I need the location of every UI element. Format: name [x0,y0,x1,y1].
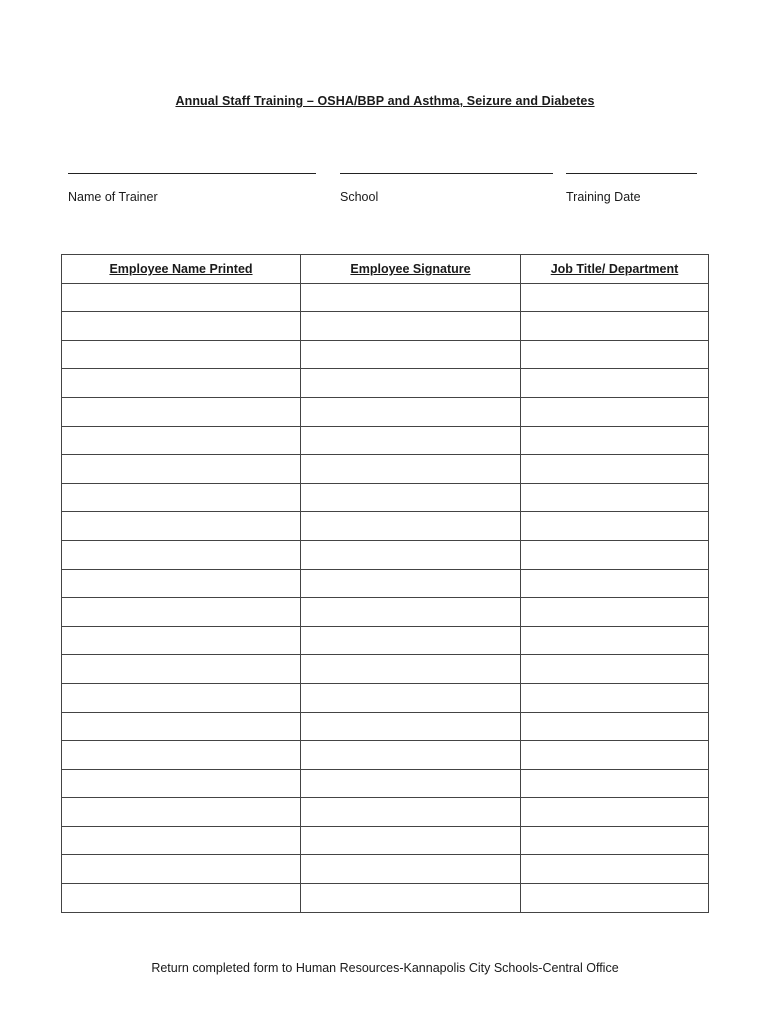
employee-signature-cell[interactable] [301,712,521,741]
employee-signature-cell[interactable] [301,769,521,798]
employee-signature-cell[interactable] [301,655,521,684]
job-title-cell[interactable] [521,626,709,655]
table-row [62,369,709,398]
employee-name-cell[interactable] [62,769,301,798]
table-row [62,655,709,684]
employee-name-cell[interactable] [62,512,301,541]
employee-name-cell[interactable] [62,426,301,455]
trainer-name-label: Name of Trainer [68,190,158,204]
school-label: School [340,190,379,204]
table-header-row [62,255,709,284]
employee-signature-cell[interactable] [301,540,521,569]
table-row [62,426,709,455]
table-row [62,512,709,541]
table-row [62,569,709,598]
table-row [62,397,709,426]
table-row [62,884,709,913]
table-body [62,283,709,912]
table-row [62,741,709,770]
employee-name-cell[interactable] [62,283,301,312]
column-header-employee-name: Employee Name Printed [62,255,301,284]
job-title-cell[interactable] [521,283,709,312]
job-title-cell[interactable] [521,512,709,541]
employee-signature-cell[interactable] [301,340,521,369]
employee-name-cell[interactable] [62,340,301,369]
employee-name-cell[interactable] [62,540,301,569]
employee-name-cell[interactable] [62,312,301,341]
job-title-cell[interactable] [521,683,709,712]
job-title-cell[interactable] [521,369,709,398]
employee-signature-cell[interactable] [301,397,521,426]
job-title-cell[interactable] [521,655,709,684]
sign-in-table [61,254,709,913]
job-title-cell[interactable] [521,769,709,798]
job-title-cell[interactable] [521,741,709,770]
column-header-employee-signature: Employee Signature [301,255,521,284]
job-title-cell[interactable] [521,426,709,455]
job-title-cell[interactable] [521,712,709,741]
column-header-job-title: Job Title/ Department [521,255,709,284]
employee-signature-cell[interactable] [301,455,521,484]
training-date-line[interactable] [566,173,697,174]
employee-name-cell[interactable] [62,569,301,598]
table-row [62,826,709,855]
table-row [62,598,709,627]
employee-name-cell[interactable] [62,683,301,712]
table-row [62,769,709,798]
employee-name-cell[interactable] [62,826,301,855]
table-row [62,626,709,655]
footer-instructions: Return completed form to Human Resources-Kannapolis City Schools-Central Office [151,961,619,975]
employee-name-cell[interactable] [62,369,301,398]
employee-signature-cell[interactable] [301,369,521,398]
employee-signature-cell[interactable] [301,884,521,913]
job-title-cell[interactable] [521,340,709,369]
employee-signature-cell[interactable] [301,283,521,312]
training-date-label: Training Date [566,190,641,204]
job-title-cell[interactable] [521,455,709,484]
employee-signature-cell[interactable] [301,683,521,712]
job-title-cell[interactable] [521,569,709,598]
job-title-cell[interactable] [521,598,709,627]
job-title-cell[interactable] [521,798,709,827]
employee-name-cell[interactable] [62,483,301,512]
table-row [62,483,709,512]
employee-signature-cell[interactable] [301,741,521,770]
table-row [62,712,709,741]
table-row [62,855,709,884]
employee-name-cell[interactable] [62,397,301,426]
employee-name-cell[interactable] [62,626,301,655]
table-row [62,683,709,712]
employee-name-cell[interactable] [62,855,301,884]
trainer-name-line[interactable] [68,173,316,174]
table-row [62,540,709,569]
employee-signature-cell[interactable] [301,598,521,627]
employee-signature-cell[interactable] [301,312,521,341]
job-title-cell[interactable] [521,855,709,884]
employee-signature-cell[interactable] [301,569,521,598]
table-row [62,283,709,312]
employee-name-cell[interactable] [62,655,301,684]
table-row [62,455,709,484]
employee-name-cell[interactable] [62,741,301,770]
employee-signature-cell[interactable] [301,483,521,512]
job-title-cell[interactable] [521,884,709,913]
employee-signature-cell[interactable] [301,855,521,884]
employee-signature-cell[interactable] [301,626,521,655]
job-title-cell[interactable] [521,397,709,426]
employee-name-cell[interactable] [62,884,301,913]
employee-signature-cell[interactable] [301,512,521,541]
employee-name-cell[interactable] [62,798,301,827]
employee-signature-cell[interactable] [301,826,521,855]
job-title-cell[interactable] [521,540,709,569]
table-row [62,312,709,341]
school-line[interactable] [340,173,553,174]
job-title-cell[interactable] [521,312,709,341]
employee-name-cell[interactable] [62,712,301,741]
table-row [62,340,709,369]
employee-name-cell[interactable] [62,598,301,627]
employee-signature-cell[interactable] [301,798,521,827]
employee-signature-cell[interactable] [301,426,521,455]
employee-name-cell[interactable] [62,455,301,484]
table-row [62,798,709,827]
job-title-cell[interactable] [521,826,709,855]
job-title-cell[interactable] [521,483,709,512]
form-title: Annual Staff Training – OSHA/BBP and Asthma, Seizure and Diabetes [175,94,595,108]
